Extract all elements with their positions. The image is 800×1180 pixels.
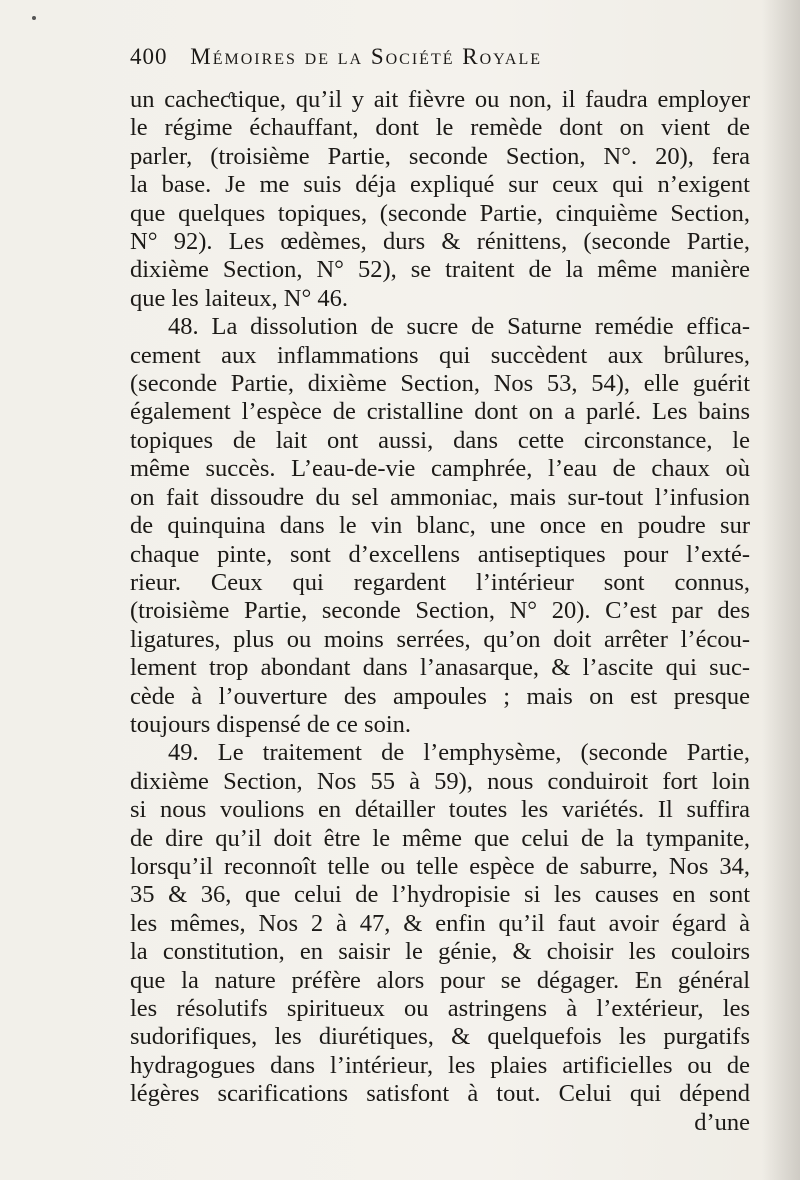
ink-speck bbox=[32, 16, 36, 20]
text-line: chaque pinte, sont d’excellens antiseptiques pour l’exté- bbox=[130, 540, 750, 568]
text-line: de dire qu’il doit être le même que celui de la tympanite, bbox=[130, 824, 750, 852]
text-line: dixième Section, N° 52), se traitent de la même manière bbox=[130, 256, 750, 284]
text-line: la base. Je me suis déja expliqué sur ceux qui n’exigent bbox=[130, 171, 750, 199]
text-line: hydragogues dans l’intérieur, les plaies artificielles ou de bbox=[130, 1051, 750, 1079]
text-line: ligatures, plus ou moins serrées, qu’on doit arrêter l’écou- bbox=[130, 625, 750, 653]
running-title: Mémoires de la Société Royale bbox=[190, 44, 543, 69]
text-line: que la nature préfère alors pour se dégager. En général bbox=[130, 966, 750, 994]
paragraph-49-start: 49. Le traitement de l’emphysème, (seconde Partie, bbox=[168, 739, 750, 767]
catchword: d’une bbox=[694, 1108, 750, 1136]
running-header bbox=[130, 44, 750, 70]
paragraph-48-start: 48. La dissolution de sucre de Saturne remédie effica- bbox=[168, 313, 750, 341]
text-line: les résolutifs spiritueux ou astringens à l’extérieur, les bbox=[130, 995, 750, 1022]
text-line: que les laiteux, N° 46. bbox=[130, 284, 348, 312]
text-line: toujours dispensé de ce soin. bbox=[130, 710, 412, 738]
text-line: le régime échauffant, dont le remède dont on vient de bbox=[130, 114, 750, 142]
body-text bbox=[130, 86, 750, 1137]
text-line: si nous voulions en détailler toutes les variétés. Il suffira bbox=[130, 796, 750, 824]
text-line: lorsqu’il reconnoît telle ou telle espèce de saburre, Nos 34, bbox=[130, 852, 750, 880]
text-line: rieur. Ceux qui regardent l’intérieur sont connus, bbox=[130, 568, 750, 596]
text-line: (seconde Partie, dixième Section, Nos 53, 54), elle guérit bbox=[130, 370, 750, 398]
text-line: lement trop abondant dans l’anasarque, & l’ascite qui suc- bbox=[130, 654, 750, 682]
text-line: parler, (troisième Partie, seconde Section, N°. 20), fera bbox=[130, 142, 750, 170]
text-line: topiques de lait ont aussi, dans cette circonstance, le bbox=[130, 426, 750, 454]
text-line: même succès. L’eau-de-vie camphrée, l’eau de chaux où bbox=[130, 455, 750, 483]
text-line: (troisième Partie, seconde Section, N° 20). C’est par des bbox=[130, 597, 750, 625]
text-line: dixième Section, Nos 55 à 59), nous conduiroit fort loin bbox=[130, 767, 750, 795]
text-line: sudorifiques, les diurétiques, & quelquefois les purgatifs bbox=[130, 1023, 750, 1051]
text-line: la constitution, en saisir le génie, & choisir les couloirs bbox=[130, 938, 750, 966]
text-line: N° 92). Les œdèmes, durs & rénittens, (seconde Partie, bbox=[130, 228, 750, 256]
text-line: un cacheƈtique, qu’il y ait fièvre ou non, il faudra employer bbox=[130, 86, 750, 113]
text-line: légères scarifications satisfont à tout. Celui qui dépend bbox=[130, 1080, 750, 1108]
page-number: 400 bbox=[130, 44, 168, 69]
text-line: on fait dissoudre du sel ammoniac, mais sur-tout l’infusion bbox=[130, 483, 750, 511]
text-line: également l’espèce de cristalline dont on a parlé. Les bains bbox=[130, 398, 750, 426]
text-line: de quinquina dans le vin blanc, une once en poudre sur bbox=[130, 512, 750, 540]
text-line: que quelques topiques, (seconde Partie, cinquième Section, bbox=[130, 199, 750, 227]
text-line: cement aux inflammations qui succèdent aux brûlures, bbox=[130, 341, 750, 369]
text-line: 35 & 36, que celui de l’hydropisie si les causes en sont bbox=[130, 881, 750, 909]
text-line: les mêmes, Nos 2 à 47, & enfin qu’il faut avoir égard à bbox=[130, 909, 750, 937]
text-line: cède à l’ouverture des ampoules ; mais on est presque bbox=[130, 682, 750, 710]
